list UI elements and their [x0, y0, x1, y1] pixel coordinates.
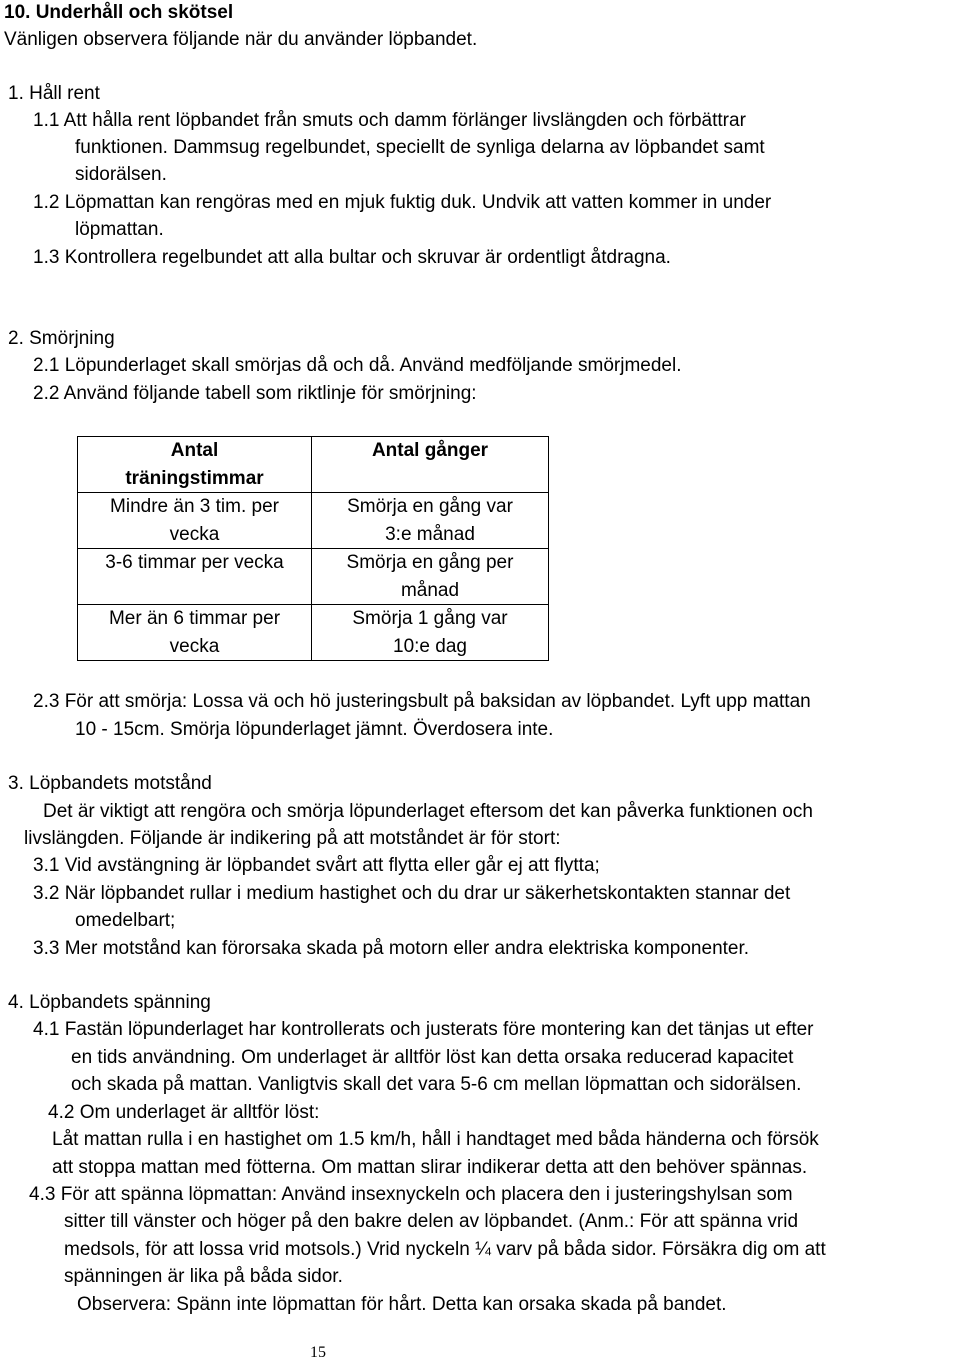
item-1-2-line2: löpmattan.: [75, 219, 164, 240]
table-header-hours: Antal träningstimmar: [78, 437, 312, 493]
item-3-2-line1: 3.2 När löpbandet rullar i medium hastighet och du drar ur säkerhetskontakten stannar det: [33, 883, 791, 904]
table-cell: Smörja en gång var 3:e månad: [312, 493, 549, 549]
item-4-1-line2: en tids användning. Om underlaget är alltför löst kan detta orsaka reducerad kapacitet: [71, 1047, 794, 1068]
section-title: 10. Underhåll och skötsel: [4, 2, 234, 23]
table-header-row: [78, 437, 549, 493]
item-4-2: 4.2 Om underlaget är alltför löst:: [48, 1102, 320, 1123]
item-4-3-line4: spänningen är lika på båda sidor.: [64, 1266, 343, 1287]
item-2-1: 2.1 Löpunderlaget skall smörjas då och då. Använd medföljande smörjmedel.: [33, 355, 682, 376]
page-number: 15: [310, 1344, 326, 1361]
item-3-1: 3.1 Vid avstängning är löpbandet svårt att flytta eller går ej att flytta;: [33, 855, 600, 876]
item-4-1-line1: 4.1 Fastän löpunderlaget har kontrollerats och justerats före montering kan det tänjas ut efter: [33, 1019, 814, 1040]
item-3-3: 3.3 Mer motstånd kan förorsaka skada på motorn eller andra elektriska komponenter.: [33, 938, 750, 959]
item-1-1-line3: sidorälsen.: [75, 164, 167, 185]
item-4-2-line1: Låt mattan rulla i en hastighet om 1.5 km/h, håll i handtaget med båda händerna och försök: [52, 1129, 819, 1150]
resistance-para-line1: Det är viktigt att rengöra och smörja löpunderlaget eftersom det kan påverka funktionen och: [43, 801, 813, 822]
item-4-3-line2: sitter till vänster och höger på den bakre delen av löpbandet. (Anm.: För att spänna vrid: [64, 1211, 799, 1232]
table-cell: 3-6 timmar per vecka: [78, 549, 312, 605]
item-3-2-line2: omedelbart;: [75, 910, 176, 931]
item-4-3-line3: medsols, för att lossa vrid motsols.) Vrid nyckeln ¼ varv på båda sidor. Försäkra dig om att: [64, 1239, 826, 1260]
item-2-2: 2.2 Använd följande tabell som riktlinje för smörjning:: [33, 383, 477, 404]
item-4-3-line1: 4.3 För att spänna löpmattan: Använd insexnyckeln och placera den i justeringshylsan som: [29, 1184, 793, 1205]
resistance-para-line2: livslängden. Följande är indikering på att motståndet är för stort:: [24, 828, 561, 849]
table-cell: Mer än 6 timmar per vecka: [78, 605, 312, 661]
item-1-1-line2: funktionen. Dammsug regelbundet, speciellt de synliga delarna av löpbandet samt: [75, 137, 765, 158]
tension-note: Observera: Spänn inte löpmattan för hårt. Detta kan orsaka skada på bandet.: [77, 1294, 727, 1315]
item-1-2-line1: 1.2 Löpmattan kan rengöras med en mjuk fuktig duk. Undvik att vatten kommer in under: [33, 192, 772, 213]
intro-text: Vänligen observera följande när du använder löpbandet.: [4, 29, 478, 50]
table-row: [78, 493, 549, 549]
table-cell: Mindre än 3 tim. per vecka: [78, 493, 312, 549]
item-1-1-line1: 1.1 Att hålla rent löpbandet från smuts och damm förlänger livslängden och förbättrar: [33, 110, 746, 131]
heading-lubrication: 2. Smörjning: [8, 328, 115, 349]
table-row: [78, 549, 549, 605]
item-4-1-line3: och skada på mattan. Vanligtvis skall det vara 5-6 cm mellan löpmattan och sidorälsen.: [71, 1074, 802, 1095]
lubrication-table: [77, 436, 549, 661]
table-cell: Smörja en gång per månad: [312, 549, 549, 605]
table-cell: Smörja 1 gång var 10:e dag: [312, 605, 549, 661]
table-row: [78, 605, 549, 661]
heading-tension: 4. Löpbandets spänning: [8, 992, 211, 1013]
item-2-3-line2: 10 - 15cm. Smörja löpunderlaget jämnt. Överdosera inte.: [75, 719, 554, 740]
item-4-2-line2: att stoppa mattan med fötterna. Om mattan slirar indikerar detta att den behöver spännas.: [52, 1157, 808, 1178]
item-2-3-line1: 2.3 För att smörja: Lossa vä och hö justeringsbult på baksidan av löpbandet. Lyft upp mattan: [33, 691, 811, 712]
item-1-3: 1.3 Kontrollera regelbundet att alla bultar och skruvar är ordentligt åtdragna.: [33, 247, 671, 268]
table-header-times: Antal gånger: [312, 437, 549, 493]
heading-resistance: 3. Löpbandets motstånd: [8, 773, 212, 794]
heading-clean: 1. Håll rent: [8, 83, 100, 104]
